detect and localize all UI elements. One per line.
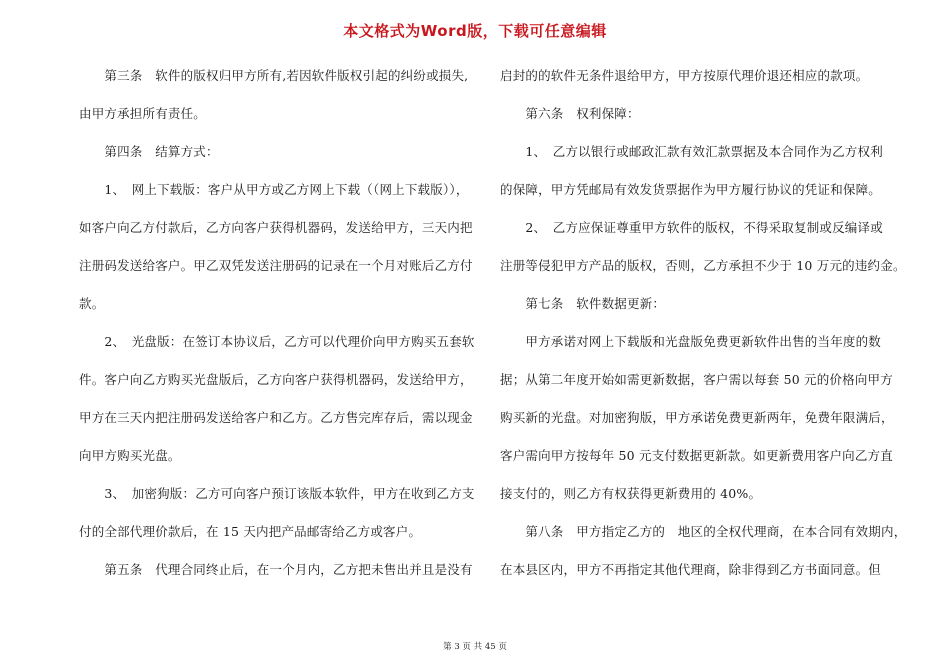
- text-line: 客户需向甲方按每年 50 元支付数据更新款。如更新费用客户向乙方直: [500, 448, 893, 463]
- text-line: 1、 网上下载版：客户从甲方或乙方网上下载（（网上下载版）），: [79, 182, 469, 197]
- text-line: 付的全部代理价款后，在 15 天内把产品邮寄给乙方或客户。: [79, 524, 422, 539]
- left-column: [79, 64, 475, 596]
- page-number-footer: 第 3 页 共 45 页: [443, 642, 507, 652]
- text-line: 启封的的软件无条件退给甲方，甲方按原代理价退还相应的款项。: [500, 68, 869, 83]
- text-line: 接支付的，则乙方有权获得更新费用的 40%。: [500, 486, 762, 501]
- text-line: 甲方在三天内把注册码发送给客户和乙方。乙方售完库存后，需以现金: [79, 410, 473, 425]
- text-line: 在本县区内，甲方不再指定其他代理商，除非得到乙方书面同意。但: [500, 562, 882, 577]
- text-line: 2、 乙方应保证尊重甲方软件的版权，不得采取复制或反编译或: [500, 220, 883, 235]
- text-line: 第八条 甲方指定乙方的 地区的全权代理商，在本合同有效期内，: [500, 524, 907, 539]
- text-line: 向甲方购买光盘。: [79, 448, 181, 463]
- text-line: 甲方承诺对网上下载版和光盘版免费更新软件出售的当年度的数: [500, 334, 882, 349]
- text-line: 2、 光盘版：在签订本协议后，乙方可以代理价向甲方购买五套软: [79, 334, 475, 349]
- text-line: 件。客户向乙方购买光盘版后，乙方向客户获得机器码，发送给甲方，: [79, 372, 473, 387]
- word-format-banner: 本文格式为Word版，下载可任意编辑: [343, 22, 607, 40]
- text-line: 第三条 软件的版权归甲方所有,若因软件版权引起的纠纷或损失,: [79, 68, 469, 83]
- text-line: 第四条 结算方式：: [79, 144, 219, 159]
- text-line: 3、 加密狗版：乙方可向客户预订该版本软件，甲方在收到乙方支: [79, 486, 475, 501]
- right-column: [500, 64, 907, 596]
- text-line: 由甲方承担所有责任。: [79, 106, 207, 121]
- text-line: 注册等侵犯甲方产品的版权，否则，乙方承担不少于 10 万元的违约金。: [500, 258, 906, 273]
- text-line: 如客户向乙方付款后，乙方向客户获得机器码，发送给甲方，三天内把: [79, 220, 473, 235]
- text-line: 1、 乙方以银行或邮政汇款有效汇款票据及本合同作为乙方权利: [500, 144, 883, 159]
- text-line: 款。: [79, 296, 105, 311]
- text-line: 购买新的光盘。对加密狗版，甲方承诺免费更新两年，免费年限满后，: [500, 410, 894, 425]
- text-line: 第五条 代理合同终止后，在一个月内，乙方把未售出并且是没有: [79, 562, 473, 577]
- text-line: 注册码发送给客户。甲乙双凭发送注册码的记录在一个月对账后乙方付: [79, 258, 473, 273]
- text-line: 第七条 软件数据更新：: [500, 296, 666, 311]
- text-line: 第六条 权利保障：: [500, 106, 640, 121]
- text-line: 据；从第二年度开始如需更新数据，客户需以每套 50 元的价格向甲方: [500, 372, 893, 387]
- text-line: 的保障，甲方凭邮局有效发货票据作为甲方履行协议的凭证和保障。: [500, 182, 882, 197]
